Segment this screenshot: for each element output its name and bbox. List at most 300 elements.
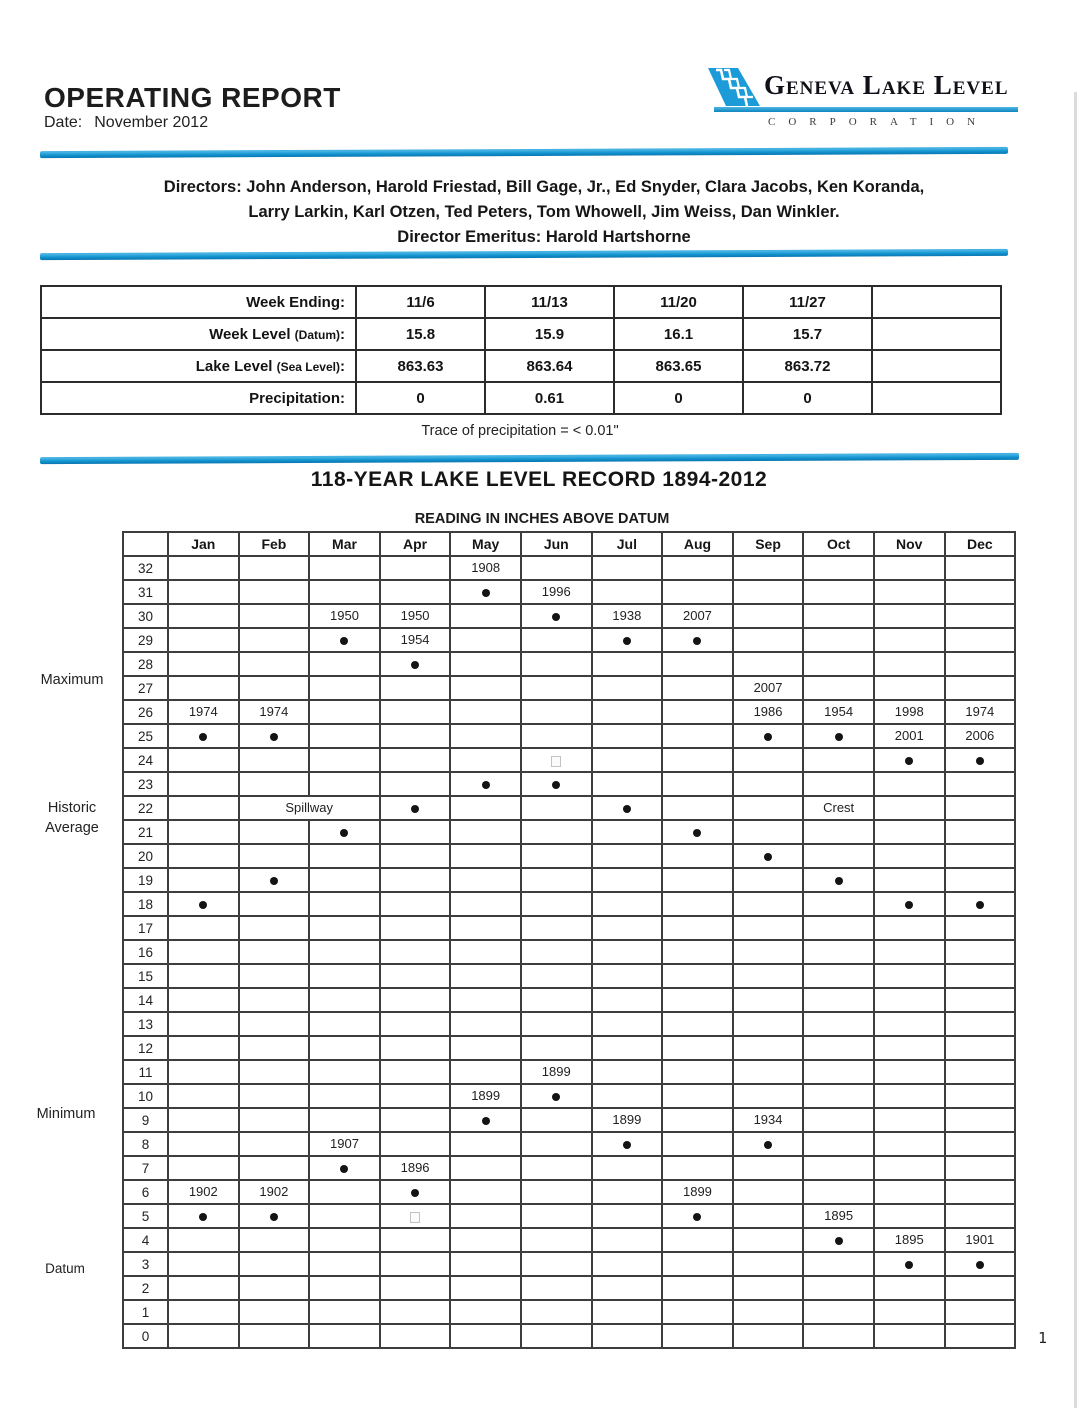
grid-cell-oct-19 <box>803 868 874 892</box>
grid-row-13 <box>123 1012 1015 1036</box>
grid-cell-mar-31 <box>309 580 380 604</box>
grid-cell-jan-2 <box>168 1276 239 1300</box>
weekly-value-cell <box>872 350 1001 382</box>
record-label: 2007 <box>753 680 783 695</box>
grid-cell-jul-9 <box>592 1108 663 1132</box>
grid-row-3 <box>123 1252 1015 1276</box>
grid-cell-jun-31 <box>521 580 592 604</box>
grid-cell-aug-17 <box>662 916 733 940</box>
grid-cell-jan-11 <box>168 1060 239 1084</box>
grid-cell-jun-24 <box>521 748 592 772</box>
grid-cell-jan-25 <box>168 724 239 748</box>
grid-cell-jul-29 <box>592 628 663 652</box>
grid-cell-apr-30 <box>380 604 451 628</box>
grid-cell-apr-6 <box>380 1180 451 1204</box>
grid-cell-jan-19 <box>168 868 239 892</box>
data-point-dot <box>693 829 701 837</box>
grid-cell-dec-31 <box>945 580 1016 604</box>
grid-row-8 <box>123 1132 1015 1156</box>
grid-cell-aug-16 <box>662 940 733 964</box>
weekly-label-paren: (Sea Level) <box>276 359 340 374</box>
grid-cell-mar-10 <box>309 1084 380 1108</box>
grid-cell-feb-30 <box>239 604 310 628</box>
grid-cell-sep-20 <box>733 844 804 868</box>
logo-underline <box>714 107 1018 112</box>
grid-cell-aug-21 <box>662 820 733 844</box>
grid-cell-nov-6 <box>874 1180 945 1204</box>
chart-subtitle: READING IN INCHES ABOVE DATUM <box>414 511 670 527</box>
grid-cell-nov-1 <box>874 1300 945 1324</box>
record-label: 1901 <box>965 1232 995 1247</box>
grid-cell-nov-14 <box>874 988 945 1012</box>
grid-cell-jun-10 <box>521 1084 592 1108</box>
grid-row-14 <box>123 988 1015 1012</box>
row-number: 27 <box>123 676 168 700</box>
grid-cell-may-15 <box>450 964 521 988</box>
grid-cell-feb-9 <box>239 1108 310 1132</box>
grid-cell-may-18 <box>450 892 521 916</box>
row-number: 5 <box>123 1204 168 1228</box>
grid-cell-nov-31 <box>874 580 945 604</box>
data-point-dot <box>623 805 631 813</box>
grid-cell-may-28 <box>450 652 521 676</box>
grid-cell-oct-7 <box>803 1156 874 1180</box>
scan-edge-artifact <box>1074 92 1077 1408</box>
grid-cell-sep-11 <box>733 1060 804 1084</box>
grid-cell-apr-11 <box>380 1060 451 1084</box>
grid-cell-sep-26 <box>733 700 804 724</box>
grid-cell-aug-5 <box>662 1204 733 1228</box>
grid-cell-jan-13 <box>168 1012 239 1036</box>
grid-cell-mar-13 <box>309 1012 380 1036</box>
grid-row-18 <box>123 892 1015 916</box>
grid-cell-dec-18 <box>945 892 1016 916</box>
grid-cell-may-24 <box>450 748 521 772</box>
grid-cell-jan-8 <box>168 1132 239 1156</box>
grid-cell-jun-20 <box>521 844 592 868</box>
grid-cell-dec-15 <box>945 964 1016 988</box>
grid-cell-feb-8 <box>239 1132 310 1156</box>
grid-cell-feb-22 <box>239 796 380 820</box>
grid-cell-aug-8 <box>662 1132 733 1156</box>
grid-cell-jul-31 <box>592 580 663 604</box>
grid-cell-jul-7 <box>592 1156 663 1180</box>
grid-cell-sep-32 <box>733 556 804 580</box>
grid-cell-dec-19 <box>945 868 1016 892</box>
row-number: 24 <box>123 748 168 772</box>
grid-cell-dec-5 <box>945 1204 1016 1228</box>
record-label: 1908 <box>471 560 501 575</box>
record-label: 1974 <box>259 704 289 719</box>
grid-cell-aug-18 <box>662 892 733 916</box>
grid-cell-sep-18 <box>733 892 804 916</box>
grid-cell-aug-27 <box>662 676 733 700</box>
grid-cell-oct-1 <box>803 1300 874 1324</box>
grid-cell-dec-24 <box>945 748 1016 772</box>
grid-cell-mar-11 <box>309 1060 380 1084</box>
grid-cell-sep-0 <box>733 1324 804 1348</box>
grid-cell-nov-29 <box>874 628 945 652</box>
grid-cell-mar-5 <box>309 1204 380 1228</box>
grid-cell-aug-4 <box>662 1228 733 1252</box>
row-number: 28 <box>123 652 168 676</box>
month-header-jul: Jul <box>592 532 663 556</box>
record-label: 1899 <box>612 1112 642 1127</box>
grid-row-11 <box>123 1060 1015 1084</box>
grid-cell-aug-20 <box>662 844 733 868</box>
grid-cell-dec-13 <box>945 1012 1016 1036</box>
grid-cell-mar-24 <box>309 748 380 772</box>
grid-cell-apr-28 <box>380 652 451 676</box>
data-point-dot <box>199 733 207 741</box>
grid-cell-oct-28 <box>803 652 874 676</box>
grid-cell-may-30 <box>450 604 521 628</box>
grid-cell-may-4 <box>450 1228 521 1252</box>
grid-cell-sep-24 <box>733 748 804 772</box>
grid-cell-jul-3 <box>592 1252 663 1276</box>
grid-cell-feb-21 <box>239 820 310 844</box>
grid-cell-dec-11 <box>945 1060 1016 1084</box>
grid-cell-apr-9 <box>380 1108 451 1132</box>
grid-cell-sep-31 <box>733 580 804 604</box>
grid-cell-oct-17 <box>803 916 874 940</box>
grid-cell-dec-10 <box>945 1084 1016 1108</box>
grid-cell-dec-12 <box>945 1036 1016 1060</box>
grid-cell-jun-19 <box>521 868 592 892</box>
grid-cell-apr-4 <box>380 1228 451 1252</box>
grid-cell-feb-25 <box>239 724 310 748</box>
record-label: 1996 <box>541 584 571 599</box>
grid-cell-apr-16 <box>380 940 451 964</box>
grid-cell-mar-0 <box>309 1324 380 1348</box>
grid-cell-oct-4 <box>803 1228 874 1252</box>
row-number: 13 <box>123 1012 168 1036</box>
grid-cell-jul-13 <box>592 1012 663 1036</box>
record-label: 2007 <box>682 608 712 623</box>
grid-cell-jan-17 <box>168 916 239 940</box>
grid-cell-feb-1 <box>239 1300 310 1324</box>
grid-cell-jun-32 <box>521 556 592 580</box>
grid-cell-feb-11 <box>239 1060 310 1084</box>
grid-row-31 <box>123 580 1015 604</box>
grid-cell-aug-30 <box>662 604 733 628</box>
grid-cell-jun-29 <box>521 628 592 652</box>
grid-cell-apr-8 <box>380 1132 451 1156</box>
grid-cell-jul-0 <box>592 1324 663 1348</box>
directors-line-2: Larry Larkin, Karl Otzen, Ted Peters, Tom Whowell, Jim Weiss, Dan Winkler. <box>248 203 840 221</box>
grid-cell-sep-12 <box>733 1036 804 1060</box>
grid-row-29 <box>123 628 1015 652</box>
grid-cell-feb-29 <box>239 628 310 652</box>
month-header-jun: Jun <box>521 532 592 556</box>
weekly-value-cell: 15.8 <box>356 318 485 350</box>
grid-cell-may-25 <box>450 724 521 748</box>
grid-cell-oct-14 <box>803 988 874 1012</box>
row-number: 7 <box>123 1156 168 1180</box>
weekly-value-cell <box>872 318 1001 350</box>
record-label: 1902 <box>259 1184 289 1199</box>
grid-cell-dec-0 <box>945 1324 1016 1348</box>
grid-cell-jun-4 <box>521 1228 592 1252</box>
grid-cell-aug-0 <box>662 1324 733 1348</box>
weekly-value-cell: 0 <box>356 382 485 414</box>
grid-cell-feb-31 <box>239 580 310 604</box>
grid-cell-dec-7 <box>945 1156 1016 1180</box>
grid-cell-nov-4 <box>874 1228 945 1252</box>
grid-cell-oct-16 <box>803 940 874 964</box>
weekly-value-cell: 863.72 <box>743 350 872 382</box>
record-label: 1899 <box>682 1184 712 1199</box>
record-label: 1938 <box>612 608 642 623</box>
grid-cell-mar-20 <box>309 844 380 868</box>
grid-cell-nov-17 <box>874 916 945 940</box>
grid-cell-mar-28 <box>309 652 380 676</box>
grid-row-25 <box>123 724 1015 748</box>
grid-cell-sep-2 <box>733 1276 804 1300</box>
grid-cell-may-8 <box>450 1132 521 1156</box>
row-number: 14 <box>123 988 168 1012</box>
grid-row-26 <box>123 700 1015 724</box>
data-point-dot <box>340 637 348 645</box>
grid-cell-nov-28 <box>874 652 945 676</box>
grid-cell-sep-21 <box>733 820 804 844</box>
record-label: 1950 <box>330 608 359 623</box>
grid-cell-oct-13 <box>803 1012 874 1036</box>
grid-cell-nov-23 <box>874 772 945 796</box>
grid-cell-jun-18 <box>521 892 592 916</box>
grid-row-5 <box>123 1204 1015 1228</box>
grid-cell-oct-2 <box>803 1276 874 1300</box>
grid-cell-dec-8 <box>945 1132 1016 1156</box>
grid-cell-sep-14 <box>733 988 804 1012</box>
grid-row-12 <box>123 1036 1015 1060</box>
grid-row-6 <box>123 1180 1015 1204</box>
grid-cell-jun-16 <box>521 940 592 964</box>
grid-cell-jul-16 <box>592 940 663 964</box>
grid-cell-may-14 <box>450 988 521 1012</box>
row-number: 2 <box>123 1276 168 1300</box>
grid-cell-jan-31 <box>168 580 239 604</box>
data-point-dot <box>270 877 278 885</box>
grid-cell-jun-6 <box>521 1180 592 1204</box>
grid-cell-apr-15 <box>380 964 451 988</box>
month-header-apr: Apr <box>380 532 451 556</box>
data-point-dot <box>482 589 490 597</box>
grid-cell-nov-2 <box>874 1276 945 1300</box>
grid-cell-feb-16 <box>239 940 310 964</box>
grid-cell-oct-10 <box>803 1084 874 1108</box>
grid-cell-jun-9 <box>521 1108 592 1132</box>
grid-cell-aug-25 <box>662 724 733 748</box>
grid-cell-aug-28 <box>662 652 733 676</box>
grid-cell-apr-18 <box>380 892 451 916</box>
grid-cell-oct-32 <box>803 556 874 580</box>
grid-cell-aug-23 <box>662 772 733 796</box>
grid-cell-jun-22 <box>521 796 592 820</box>
grid-cell-jun-15 <box>521 964 592 988</box>
month-header-oct: Oct <box>803 532 874 556</box>
grid-cell-jan-30 <box>168 604 239 628</box>
grid-cell-dec-20 <box>945 844 1016 868</box>
divider-rule-middle <box>40 249 1008 260</box>
row-number: 6 <box>123 1180 168 1204</box>
row-number: 15 <box>123 964 168 988</box>
grid-cell-aug-12 <box>662 1036 733 1060</box>
grid-cell-nov-27 <box>874 676 945 700</box>
data-point-dot <box>411 1189 419 1197</box>
month-header-aug: Aug <box>662 532 733 556</box>
grid-cell-jun-28 <box>521 652 592 676</box>
grid-cell-sep-7 <box>733 1156 804 1180</box>
grid-cell-jan-15 <box>168 964 239 988</box>
grid-cell-may-27 <box>450 676 521 700</box>
grid-cell-jan-27 <box>168 676 239 700</box>
grid-cell-dec-16 <box>945 940 1016 964</box>
weekly-row-label: Precipitation: <box>41 382 356 414</box>
grid-cell-may-21 <box>450 820 521 844</box>
grid-cell-dec-32 <box>945 556 1016 580</box>
grid-cell-feb-23 <box>239 772 310 796</box>
grid-cell-jan-32 <box>168 556 239 580</box>
grid-cell-sep-1 <box>733 1300 804 1324</box>
weekly-value-cell: 11/20 <box>614 286 743 318</box>
page-title: OPERATING REPORT <box>44 82 341 113</box>
month-header-may: May <box>450 532 521 556</box>
grid-cell-jan-20 <box>168 844 239 868</box>
grid-cell-apr-32 <box>380 556 451 580</box>
grid-cell-sep-8 <box>733 1132 804 1156</box>
grid-cell-mar-32 <box>309 556 380 580</box>
grid-cell-jul-12 <box>592 1036 663 1060</box>
historic-average-label: Historic Average <box>45 800 99 836</box>
grid-cell-sep-23 <box>733 772 804 796</box>
data-point-dot <box>976 901 984 909</box>
grid-row-7 <box>123 1156 1015 1180</box>
row-number: 26 <box>123 700 168 724</box>
grid-cell-nov-10 <box>874 1084 945 1108</box>
weekly-row-3 <box>41 382 1001 414</box>
grid-cell-oct-11 <box>803 1060 874 1084</box>
grid-row-32 <box>123 556 1015 580</box>
grid-cell-feb-4 <box>239 1228 310 1252</box>
grid-cell-may-2 <box>450 1276 521 1300</box>
grid-cell-aug-29 <box>662 628 733 652</box>
grid-cell-oct-5 <box>803 1204 874 1228</box>
minimum-label: Minimum <box>36 1106 96 1122</box>
data-point-dot <box>482 781 490 789</box>
grid-cell-aug-31 <box>662 580 733 604</box>
grid-cell-apr-27 <box>380 676 451 700</box>
grid-cell-jun-23 <box>521 772 592 796</box>
grid-cell-sep-27 <box>733 676 804 700</box>
data-point-dot <box>340 1165 348 1173</box>
row-number: 23 <box>123 772 168 796</box>
grid-cell-mar-19 <box>309 868 380 892</box>
grid-cell-jun-17 <box>521 916 592 940</box>
grid-cell-jul-27 <box>592 676 663 700</box>
grid-row-10 <box>123 1084 1015 1108</box>
month-header-dec: Dec <box>945 532 1016 556</box>
grid-cell-jan-0 <box>168 1324 239 1348</box>
data-point-dot <box>835 877 843 885</box>
grid-cell-jun-26 <box>521 700 592 724</box>
grid-cell-jul-21 <box>592 820 663 844</box>
grid-cell-jul-23 <box>592 772 663 796</box>
grid-cell-mar-16 <box>309 940 380 964</box>
grid-cell-may-31 <box>450 580 521 604</box>
grid-cell-jun-5 <box>521 1204 592 1228</box>
directors-line-1: Directors: John Anderson, Harold Friestad, Bill Gage, Jr., Ed Snyder, Clara Jacobs, Ken Koranda, <box>163 178 925 196</box>
weekly-value-cell: 0 <box>743 382 872 414</box>
directors-line-3: Director Emeritus: Harold Hartshorne <box>397 228 691 246</box>
grid-row-2 <box>123 1276 1015 1300</box>
grid-cell-jul-1 <box>592 1300 663 1324</box>
row-number: 17 <box>123 916 168 940</box>
grid-cell-jan-12 <box>168 1036 239 1060</box>
grid-cell-oct-22 <box>803 796 874 820</box>
grid-row-9 <box>123 1108 1015 1132</box>
grid-cell-sep-19 <box>733 868 804 892</box>
grid-cell-dec-3 <box>945 1252 1016 1276</box>
data-point-square <box>551 756 561 767</box>
grid-cell-feb-19 <box>239 868 310 892</box>
month-header-sep: Sep <box>733 532 804 556</box>
grid-cell-aug-6 <box>662 1180 733 1204</box>
grid-cell-feb-13 <box>239 1012 310 1036</box>
data-point-dot <box>552 781 560 789</box>
grid-cell-aug-24 <box>662 748 733 772</box>
row-number: 25 <box>123 724 168 748</box>
grid-cell-dec-4 <box>945 1228 1016 1252</box>
grid-cell-mar-6 <box>309 1180 380 1204</box>
grid-cell-jul-2 <box>592 1276 663 1300</box>
grid-cell-mar-4 <box>309 1228 380 1252</box>
row-number: 1 <box>123 1300 168 1324</box>
grid-row-22 <box>123 796 1015 820</box>
weekly-value-cell: 11/27 <box>743 286 872 318</box>
grid-cell-jan-16 <box>168 940 239 964</box>
grid-cell-feb-0 <box>239 1324 310 1348</box>
grid-cell-may-13 <box>450 1012 521 1036</box>
grid-corner-cell <box>123 532 168 556</box>
data-point-square <box>410 1212 420 1223</box>
record-label: 1954 <box>824 704 854 719</box>
grid-row-20 <box>123 844 1015 868</box>
grid-cell-oct-26 <box>803 700 874 724</box>
grid-cell-nov-9 <box>874 1108 945 1132</box>
row-number: 31 <box>123 580 168 604</box>
grid-cell-jul-20 <box>592 844 663 868</box>
grid-cell-oct-15 <box>803 964 874 988</box>
grid-cell-jan-14 <box>168 988 239 1012</box>
grid-cell-jun-1 <box>521 1300 592 1324</box>
grid-cell-oct-0 <box>803 1324 874 1348</box>
record-label: 1895 <box>894 1232 924 1247</box>
grid-cell-sep-22 <box>733 796 804 820</box>
grid-cell-mar-9 <box>309 1108 380 1132</box>
data-point-dot <box>835 1237 843 1245</box>
grid-cell-sep-13 <box>733 1012 804 1036</box>
grid-cell-sep-17 <box>733 916 804 940</box>
grid-cell-may-5 <box>450 1204 521 1228</box>
row-number: 0 <box>123 1324 168 1348</box>
record-label: 1998 <box>894 704 924 719</box>
weekly-value-cell: 863.63 <box>356 350 485 382</box>
grid-cell-may-20 <box>450 844 521 868</box>
grid-cell-apr-10 <box>380 1084 451 1108</box>
grid-row-1 <box>123 1300 1015 1324</box>
data-point-dot <box>340 829 348 837</box>
